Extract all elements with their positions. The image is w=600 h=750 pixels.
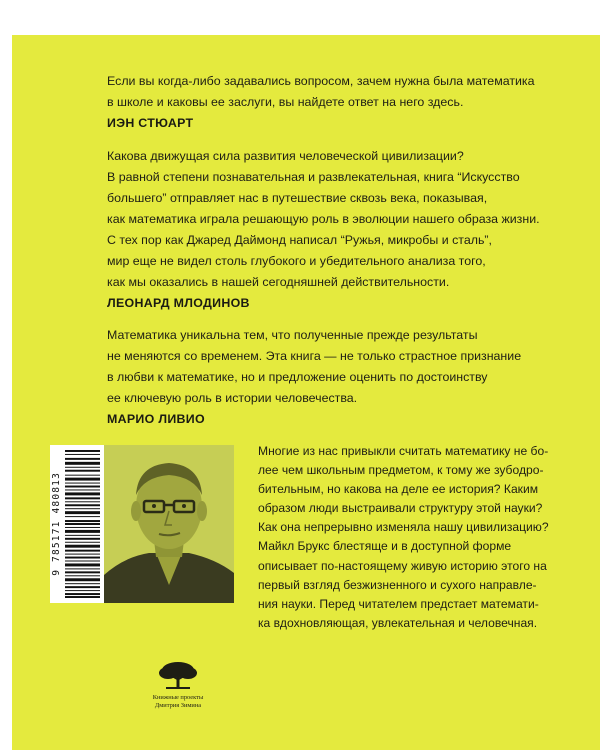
isbn-number: 9 785171 480813 — [51, 472, 62, 576]
barcode-digits — [50, 445, 63, 603]
quote-block — [107, 71, 547, 134]
quote-author: ИЭН СТЮАРТ — [107, 116, 194, 130]
quote-block — [107, 146, 547, 314]
quote-author: ЛЕОНАРД МЛОДИНОВ — [107, 296, 250, 310]
quote-author: МАРИО ЛИВИО — [107, 412, 205, 426]
author-photo — [104, 445, 234, 603]
barcode-icon — [65, 450, 100, 598]
book-blurb — [258, 442, 551, 633]
quote-text: Математика уникальна тем, что полученные прежде результаты не меняются со временем. Эта книга — не только страстное признание в любви к математике, но и предложение оценить по достоинству ее ключевую роль в истории человечества. — [107, 328, 522, 405]
barcode-bars — [63, 445, 104, 603]
isbn-barcode — [50, 445, 104, 603]
publisher-name: Книжные проекты Дмитрия Зимина — [152, 694, 204, 709]
blurb-text: Многие из нас привыкли считать математику не бо- лее чем школьным предметом, к тому же зубодро- бительным, но какова на деле ее история? Каким образом люди выстраивали структуру этой науки? Как она непрерывно изменяла нашу цивилизацию? Майкл Брукс блестяще и в доступной форме описывает по-настоящему живую историю этого на первый взгляд безжизненного и сухого направле- ния науки. Перед читателем предстает математи- ка вдохновляющая, увлекательная и человечная. — [258, 444, 549, 630]
publisher-logo — [143, 660, 213, 710]
quote-text: Какова движущая сила развития человеческой цивилизации? В равной степени познавательная и развлекательная, книга “Искусство большего” отправляет нас в путешествие сквозь века, показывая, как математика играла решающую роль в эволюции нашего образа жизни. С тех пор как Джаред Даймонд написал “Ружья, микробы и сталь”, мир еще не видел столь глубокого и убедительного анализа того, как мы оказались в нашей сегодняшней действительности. — [107, 149, 540, 289]
quote-text: Если вы когда-либо задавались вопросом, зачем нужна была математика в школе и каковы ее заслуги, вы найдете ответ на него здесь. — [107, 74, 535, 109]
author-portrait-icon — [104, 445, 234, 603]
tree-icon — [156, 660, 200, 692]
quote-block — [107, 325, 547, 430]
